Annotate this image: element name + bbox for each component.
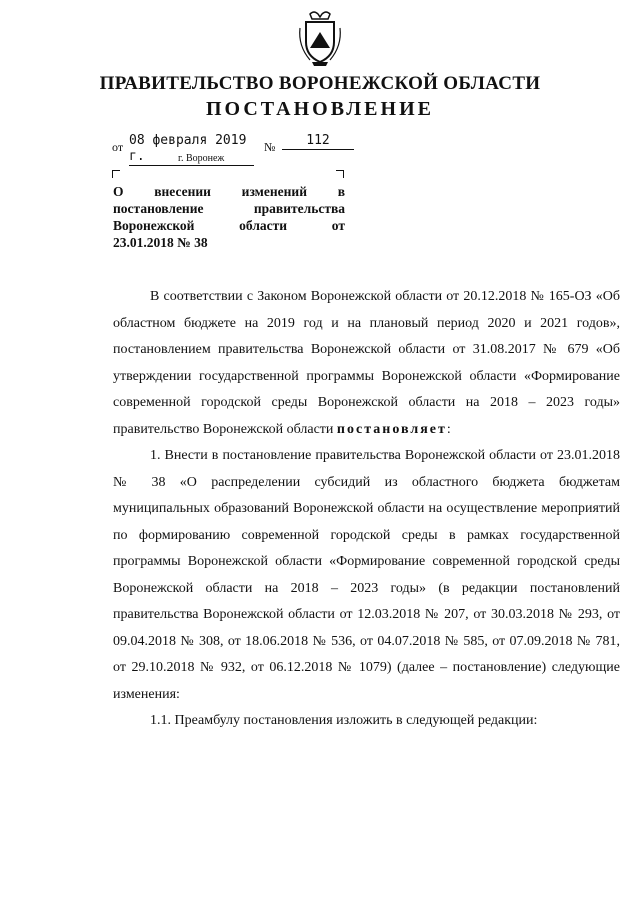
- document-body: [113, 284, 620, 735]
- preamble-text: В соответствии с Законом Воронежской области от 20.12.2018 № 165-ОЗ «Об областном бюджете на 2019 год и на плановый период 2020 и 2021 годов», постановлением правительства Воронежской области от 31.08.2017 № 679 «Об утверждении государственной программы Воронежской области «Формирование современной городской среды Воронежской области на 2018 – 2023 годы» правительство Воронежской области: [113, 289, 620, 437]
- subject-line: Воронежской области от: [113, 218, 345, 233]
- document-number: 112: [282, 133, 354, 150]
- corner-mark-left: [112, 170, 120, 178]
- number-label: №: [264, 140, 276, 154]
- corner-mark-right: [336, 170, 344, 178]
- preamble-end: :: [446, 421, 451, 437]
- paragraph-item-1-1: 1.1. Преамбулу постановления изложить в следующей редакции:: [150, 713, 538, 728]
- date-prefix: от: [112, 140, 124, 154]
- document-subject: [113, 183, 345, 251]
- subject-line: 23.01.2018 № 38: [113, 235, 208, 250]
- coat-of-arms-icon: [296, 10, 344, 68]
- subject-line: О внесении изменений в: [113, 184, 345, 199]
- city: г. Воронеж: [178, 153, 225, 164]
- document-date: 08 февраля 2019 г.: [129, 133, 254, 166]
- paragraph-item-1: 1. Внести в постановление правительства Воронежской области от 23.01.2018 № 38 «О распределении субсидий из областного бюджета бюджетам муниципальных образований Воронежской области на осуществление мероприятий по формированию современной городской среды в рамках государственной программы Воронежской области «Формирование современной городской среды Воронежской области на 2018 – 2023 годы» (в редакции постановлений правительства Воронежской области от 12.03.2018 № 207, от 30.03.2018 № 293, от 09.04.2018 № 308, от 18.06.2018 № 536, от 04.07.2018 № 585, от 07.09.2018 № 781, от 29.10.2018 № 932, от 06.12.2018 № 1079) (далее – постановление) следующие изменения:: [113, 448, 620, 702]
- government-name: ПРАВИТЕЛЬСТВО ВОРОНЕЖСКОЙ ОБЛАСТИ: [99, 73, 541, 94]
- document-type: ПОСТАНОВЛЕНИЕ: [206, 98, 434, 120]
- subject-line: постановление правительства: [113, 201, 345, 216]
- resolves-word: постановляет: [336, 421, 447, 437]
- paragraph-preamble: [113, 284, 620, 443]
